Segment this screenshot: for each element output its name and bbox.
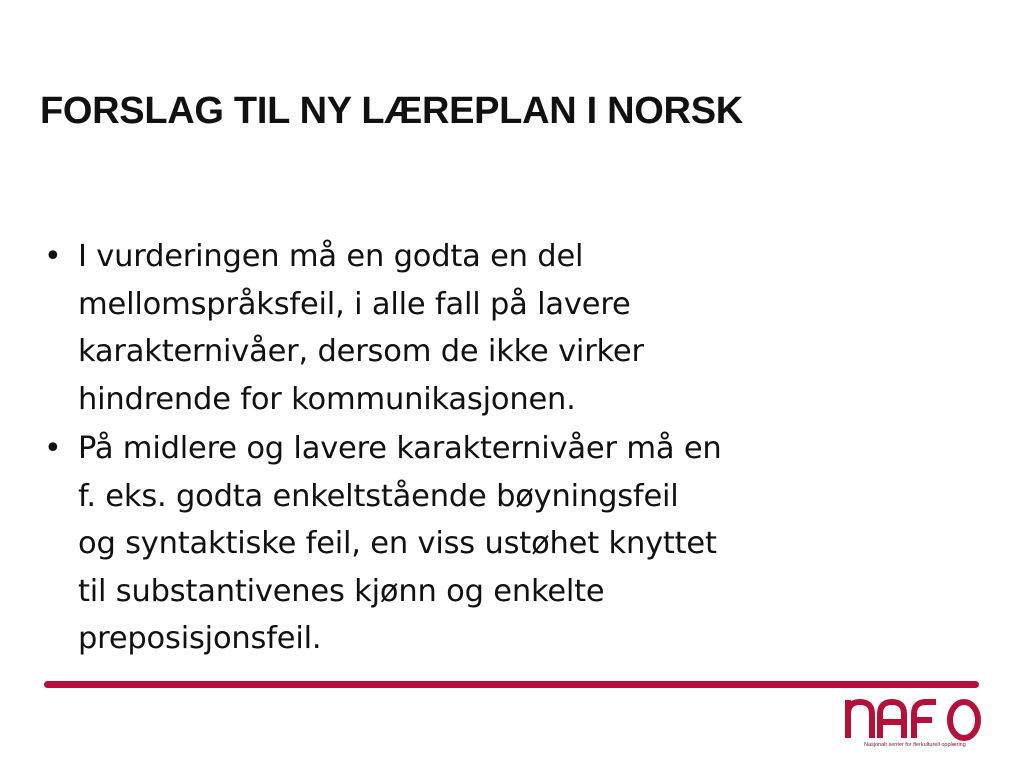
bullet-2-line-3: og syntaktiske feil, en viss ustøhet knyttet (78, 526, 717, 561)
bullet-2-line-4: til substantivenes kjønn og enkelte (78, 573, 605, 609)
nafo-logo (842, 696, 984, 756)
bullet-1-line-4: hindrende for kommunikasjonen. (78, 381, 576, 417)
bullet-2-line-2: f. eks. godta enkeltstående bøyningsfeil (78, 478, 679, 514)
bullet-list (40, 233, 980, 663)
divider-rule (44, 681, 979, 688)
bullet-dot-icon: • (44, 239, 62, 274)
slide-title: FORSLAG TIL NY LÆREPLAN I NORSK (40, 90, 743, 132)
logo-tagline: Nasjonalt senter for flerkulturell opplæring (864, 742, 966, 748)
bullet-2-line-1: På midlere og lavere karakternivåer må en (78, 431, 722, 466)
nafo-logo-icon (842, 696, 984, 742)
bullet-dot-icon: • (44, 431, 62, 466)
bullet-1-line-2: mellomspråksfeil, i alle fall på lavere (78, 286, 631, 322)
bullet-item-2 (40, 425, 980, 663)
bullet-1-line-1: I vurderingen må en godta en del (78, 239, 584, 274)
bullet-1-line-3: karakternivåer, dersom de ikke virker (78, 334, 644, 369)
bullet-item-1 (40, 233, 980, 423)
bullet-2-line-5: preposisjonsfeil. (78, 621, 322, 656)
